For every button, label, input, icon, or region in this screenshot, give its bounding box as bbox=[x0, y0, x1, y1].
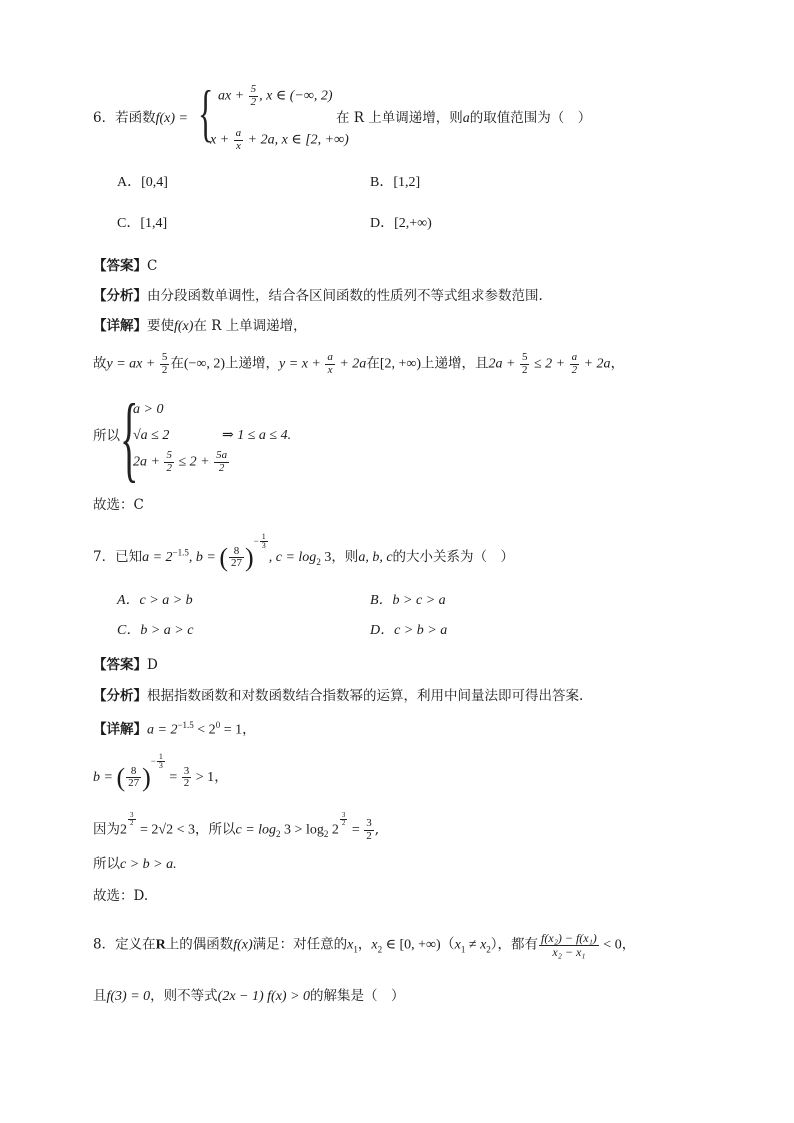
q7-answer: 【答案】D bbox=[93, 657, 158, 673]
q6-system-brace: { bbox=[120, 384, 139, 491]
q6-conclusion: 故选：C bbox=[93, 497, 144, 513]
q6-system-row1: a > 0 bbox=[133, 402, 164, 417]
q6-detail-line3-label: 所以 bbox=[93, 428, 120, 444]
q7-option-d: D．c > b > a bbox=[370, 623, 448, 638]
q7-detail-line4: 所以c > b > a. bbox=[93, 856, 177, 872]
q6-system-row2: √a ≤ 2 bbox=[133, 428, 170, 443]
q6-stem: 6．若函数f(x) = bbox=[93, 110, 188, 126]
q8-stem-line1: 8．定义在R上的偶函数f(x)满足：对任意的$x_1$，$x_2$ ∈ [0, $+\infty)(x_1 \ne x_2)$，都有 $\frac{\text{f(x₂) − f(x₁)}}{\text{x₂ − x₁}}$ < 0， bbox=[93, 931, 636, 959]
q7-stem: 7．已知$a = 2^{-1.5}$, b = ( $\frac{8}{27}$ )$^{- \frac{1}{3}}$ , $c = \log_2 3$，则a, b, c的大小关系为（ ） bbox=[93, 531, 515, 572]
q8-stem-line2: 且f(3) = 0，则不等式(2x − 1) f(x) > 0的解集是（ ） bbox=[93, 988, 405, 1004]
q7-detail-line3: 因为2 $^{\frac{3}{2}}$ = 2√2 < 3，所以$c = \log_2 3 > \log_2 2$ $^{\frac{3}{2}}$ = $\frac{3}{2}$ , bbox=[93, 811, 380, 842]
q6-stem-tail: 在 R 上单调递增，则a的取值范围为（ ） bbox=[336, 110, 592, 126]
q6-option-a: A．[0,4] bbox=[117, 175, 168, 190]
q7-option-c: C．b > a > c bbox=[117, 623, 194, 638]
q6-case2: x + $\frac{a}{x}$ + 2a, x ∈ [2, +∞) bbox=[210, 127, 349, 152]
q7-option-a: A．c > a > b bbox=[117, 593, 193, 608]
q6-piecewise-brace: { bbox=[198, 77, 214, 148]
q6-detail-line2: 故y = ax + $\frac{5}{2}$ 在(−∞, 2)上递增，y = x + $\frac{a}{x}$ + 2a在[2, +∞)上递增，且2a + $\frac{5}{2}$ ≤ 2 + $\frac{a}{2}$ + 2a， bbox=[93, 351, 625, 376]
q7-option-b: B．b > c > a bbox=[370, 593, 446, 608]
q6-answer: 【答案】C bbox=[93, 258, 158, 274]
q7-conclusion: 故选：D. bbox=[93, 888, 149, 904]
q6-detail-line1: 【详解】要使f(x)在 R 上单调递增， bbox=[93, 318, 307, 334]
q6-analysis: 【分析】由分段函数单调性，结合各区间函数的性质列不等式组求参数范围. bbox=[93, 288, 543, 304]
q7-detail-line2: b = ( $\frac{8}{27}$ )$^{- \frac{1}{3}}$ = $\frac{3}{2}$ > 1， bbox=[93, 751, 228, 792]
q7-detail-line1: 【详解】$a = 2^{-1.5} < 2^0 = 1$， bbox=[93, 720, 256, 738]
q6-option-d: D．[2,+∞) bbox=[370, 216, 432, 231]
q6-option-b: B．[1,2] bbox=[370, 175, 421, 190]
q6-system-result: ⇒ 1 ≤ a ≤ 4. bbox=[222, 428, 292, 443]
q6-option-c: C．[1,4] bbox=[117, 216, 168, 231]
q7-analysis: 【分析】根据指数函数和对数函数结合指数幂的运算，利用中间量法即可得出答案. bbox=[93, 688, 584, 704]
q6-case1: ax + $\frac{5}{2}$ , x ∈ (−∞, 2) bbox=[218, 83, 333, 108]
q6-system-row3: 2a + $\frac{5}{2}$ ≤ 2 + $\frac{5a}{2}$ bbox=[133, 449, 228, 474]
